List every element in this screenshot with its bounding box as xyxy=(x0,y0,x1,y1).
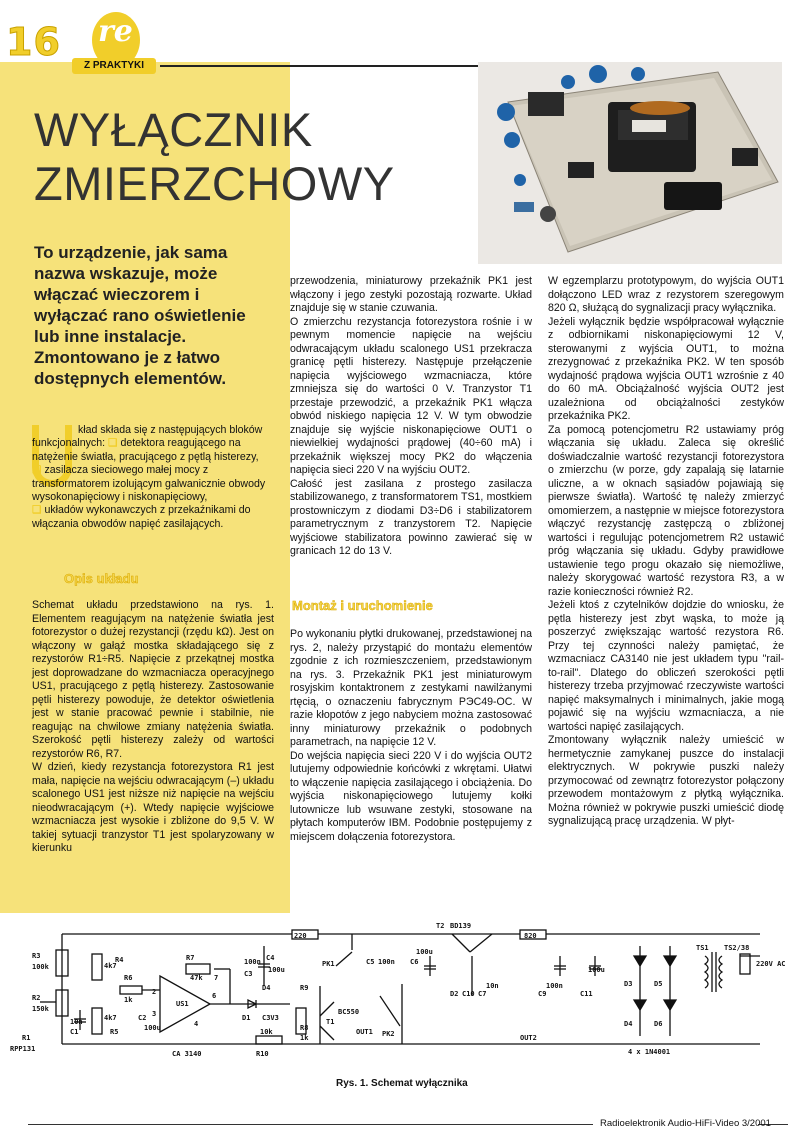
bullet-icon: ❑ xyxy=(107,437,118,450)
page-number: 16 xyxy=(6,20,61,64)
svg-text:C4: C4 xyxy=(266,954,275,962)
svg-text:1k: 1k xyxy=(300,1034,309,1042)
paragraph: Całość jest zasilana z prostego zasilacza stabilizowanego, z transformatorem TS1, mostkiem prostowniczym z diodami D3÷D6 i stabilizatorem parametrycznym z tranzystorem T2. Napięcie wyjściowe stabilizatora powinno zawierać się w granicach 12 do 13 V. xyxy=(290,477,532,557)
svg-text:D1: D1 xyxy=(242,1014,251,1022)
intro-bullet-2: zasilacza sieciowego małej mocy z transformatorem izolującym galwanicznie obwody wysokonapięciowy i niskonapięciowy, xyxy=(32,464,266,504)
magazine-logo: re xyxy=(98,14,133,49)
svg-text:BC550: BC550 xyxy=(338,1008,360,1016)
intro-paragraph xyxy=(32,424,280,531)
svg-text:US1: US1 xyxy=(176,1000,189,1008)
svg-text:10k: 10k xyxy=(260,1028,273,1036)
article-title xyxy=(34,103,395,211)
svg-text:100k: 100k xyxy=(32,963,49,971)
paragraph: O zmierzchu rezystancja fotorezystora rośnie i w pewnym momencie napięcie na wejściu odwracającym układu scalonego US1 przekracza granicę pętli histerezy. Następuje przełączenie napięcia wyjściowego wzmacniacza, które zmniejsza się do wartości 0 V. Tranzystor T1 przestaje przewodzić, a przekaźnik PK1 włącza obwód niskiego napięcia 12 V. W tym obwodzie znajduje się wyjście niskonapięciowe OUT1 o niewielkiej wydajności prądowej (40÷60 mA) i przekaźnik większej mocy PK2 do włączenia napięcia sieci 220 V na wyjściu OUT2. xyxy=(290,315,532,476)
paragraph: Schemat układu przedstawiono na rys. 1. Elementem reagującym na natężenie światła jest fotorezystor o dużej rezystancji (rzędu kΩ). Jest on włączony w gałąź mostka składającego się z rezystorów R1÷R5. Napięcie z przekątnej mostka jest doprowadzane do wzmacniacza operacyjnego US1, pracującego z pętlą histerezy. Zastosowanie pętli histerezy powoduje, że detektor oświetlenia jest w stanie pracować pewnie i stabilnie, nie reagując na chwilowe zmiany natężenia światła. Szerokość pętli histerezy zależy od wartości rezystorów R6, R7. xyxy=(32,599,274,760)
svg-text:7: 7 xyxy=(214,974,219,982)
device-photo xyxy=(478,62,782,264)
svg-text:R10: R10 xyxy=(256,1050,269,1058)
svg-text:100u: 100u xyxy=(588,966,605,974)
title-line-1: WYŁĄCZNIK xyxy=(34,103,313,156)
svg-text:100n: 100n xyxy=(378,958,395,966)
title-line-2: ZMIERZCHOWY xyxy=(34,157,395,210)
svg-text:4: 4 xyxy=(194,1020,199,1028)
svg-text:TS2/38: TS2/38 xyxy=(724,944,750,952)
svg-text:OUT1: OUT1 xyxy=(356,1028,373,1036)
paragraph: Jeżeli ktoś z czytelników dojdzie do wniosku, że pętla histerezy jest zbyt wąska, to może ją poszerzyć zwiększając wartość rezystora R6. Przy tej czynności należy pamiętać, że wzmacniacz CA3140 nie jest układem typu "rail-to-rail". Dlatego do obliczeń szerokości pętli histerezy trzeba przyjmować rzeczywiste wartości napięć maksymalnych i minimalnych, jakie mogą pojawić się na wyjściu wzmacniacza, a nie wartości napięć zasilających. xyxy=(548,599,784,733)
svg-text:2: 2 xyxy=(152,988,157,996)
svg-text:6: 6 xyxy=(212,992,217,1000)
svg-text:R7: R7 xyxy=(186,954,195,962)
column-1 xyxy=(32,599,274,856)
svg-text:C9: C9 xyxy=(538,990,547,998)
svg-text:100n: 100n xyxy=(546,982,563,990)
svg-text:C5: C5 xyxy=(366,958,375,966)
svg-text:R8: R8 xyxy=(300,1024,309,1032)
svg-text:D5: D5 xyxy=(654,980,663,988)
section-heading-opis: Opis układu xyxy=(64,571,139,586)
svg-text:R5: R5 xyxy=(110,1028,119,1036)
svg-text:R6: R6 xyxy=(124,974,133,982)
section-heading-montaz: Montaż i uruchomienie xyxy=(292,598,433,613)
svg-text:220V AC: 220V AC xyxy=(756,960,786,968)
column-2-bottom xyxy=(290,628,532,844)
svg-text:T2: T2 xyxy=(436,922,445,930)
svg-text:220: 220 xyxy=(294,932,307,940)
svg-text:R9: R9 xyxy=(300,984,309,992)
svg-text:C1: C1 xyxy=(70,1028,79,1036)
svg-text:100n: 100n xyxy=(244,958,261,966)
section-label: Z PRAKTYKI xyxy=(72,58,156,74)
svg-text:C11: C11 xyxy=(580,990,593,998)
svg-text:R4: R4 xyxy=(115,956,124,964)
svg-text:100u: 100u xyxy=(416,948,433,956)
pcb-photo-illustration xyxy=(478,62,782,264)
svg-text:1k: 1k xyxy=(124,996,133,1004)
svg-text:47k: 47k xyxy=(190,974,203,982)
paragraph: Zmontowany wyłącznik należy umieścić w hermetycznie zamykanej puszce do instalacji elektrycznych. W pokrywie puszki należy przymocować od zewnątrz fotorezystor połączony przewodem montażowym z płytką wyłącznika. Można również w pokrywie puszki umieścić diodę sygnalizującą pracę urządzenia. W płyt- xyxy=(548,734,784,827)
svg-text:3: 3 xyxy=(152,1010,157,1018)
svg-text:PK2: PK2 xyxy=(382,1030,395,1038)
paragraph: Jeżeli wyłącznik będzie współpracował wyłącznie z odbiornikami niskonapięciowymi 12 V, sterowanymi z wyjścia OUT1, to można zrezygnować z przekaźnika PK2. W ten sposób wydajność prądowa wyjścia OUT1 wzrośnie z 40 do 60 mA. Obciążalność wyjścia OUT2 jest uzależniona od obciążalności zestyków przekaźnika PK2. xyxy=(548,315,784,422)
svg-text:100u: 100u xyxy=(268,966,285,974)
paragraph: Za pomocą potencjometru R2 ustawiamy próg włączania się układu. Zaleca się określić doświadczalnie wartość rezystancji fotorezystora o zmierzchu (w porze, gdy zapalają się latarnie uliczne, a w oknach sąsiadów pojawiają się pierwsze światła). Wartość tę należy zmierzyć omomierzem, a następnie w miejsce fotorezystora włączyć rezystancję zastępczą o zbliżonej wartości i regulując potencjometrem R2 ustawić próg włączania się układu. Gdyby prawidłowe ustawienie tego progu okazało się niemożliwe, należy skorygować wartość rezystora R3, a w razie konieczności również R2. xyxy=(548,423,784,598)
svg-text:R2: R2 xyxy=(32,994,41,1002)
paragraph: Po wykonaniu płytki drukowanej, przedstawionej na rys. 2, należy przystąpić do montażu elementów zgodnie z ich rozmieszczeniem, przedstawionym na rys. 3. Przekaźnik PK1 jest miniaturowym rosyjskim kontaktronem z zestykami nawilżanymi rtęcią, o oznaczeniu fabrycznym PЭC49-OC. W razie kłopotów z jego nabyciem można zastosować inny miniaturowy przekaźnik o podobnych parametrach, na napięcie 12 V. xyxy=(290,628,532,748)
svg-text:C6: C6 xyxy=(410,958,419,966)
svg-text:10n: 10n xyxy=(70,1018,83,1026)
svg-text:PK1: PK1 xyxy=(322,960,335,968)
svg-text:D4: D4 xyxy=(624,1020,633,1028)
intro-text: kład składa się z następujących bloków funkcjonalnych: xyxy=(32,424,263,450)
svg-text:D2: D2 xyxy=(450,990,459,998)
svg-text:4 x 1N4001: 4 x 1N4001 xyxy=(628,1048,671,1056)
svg-text:150k: 150k xyxy=(32,1005,49,1013)
svg-text:10n: 10n xyxy=(486,982,499,990)
column-3 xyxy=(548,275,784,829)
column-2-top xyxy=(290,275,532,559)
footer-citation: Radioelektronik Audio-HiFi-Video 3/2001 xyxy=(600,1118,771,1129)
paragraph: W egzemplarzu prototypowym, do wyjścia OUT1 dołączono LED wraz z rezystorem szeregowym 820 Ω, służącą do sygnalizacji pracy wyłącznika. xyxy=(548,275,784,314)
svg-text:R3: R3 xyxy=(32,952,41,960)
bullet-icon: ❑ xyxy=(32,504,42,517)
svg-text:D3: D3 xyxy=(624,980,633,988)
paragraph: Do wejścia napięcia sieci 220 V i do wyjścia OUT2 lutujemy odpowiednie końcówki z wkrętami. Ułatwi to włączenie napięcia zasilającego i obciążenia. Do wyjścia niskonapięciowego lutujemy kołki lutownicze lub wsuwane zestyki, stosowane na płytach komputerów IBM. Podobnie postępujemy z miejscem dołączenia fotorezystora. xyxy=(290,749,532,843)
svg-text:C3V3: C3V3 xyxy=(262,1014,279,1022)
svg-text:4k7: 4k7 xyxy=(104,1014,117,1022)
svg-text:C10: C10 xyxy=(462,990,475,998)
svg-text:820: 820 xyxy=(524,932,537,940)
article-lead: To urządzenie, jak sama nazwa wskazuje, może włączać wieczorem i wyłączać rano oświetlenie lub inne instalacje. Zmontowano je z łatwo dostępnych elementów. xyxy=(34,243,246,388)
svg-text:100u: 100u xyxy=(144,1024,161,1032)
bullet-icon: ❑ xyxy=(32,464,42,477)
svg-text:R1: R1 xyxy=(22,1034,31,1042)
svg-text:C3: C3 xyxy=(244,970,253,978)
svg-text:RPP131: RPP131 xyxy=(10,1045,36,1053)
svg-text:T1: T1 xyxy=(326,1018,335,1026)
circuit-schematic xyxy=(0,916,801,1076)
svg-text:4k7: 4k7 xyxy=(104,962,117,970)
paragraph: W dzień, kiedy rezystancja fotorezystora R1 jest mała, napięcie na wejściu odwracającym (–) układu scalonego US1 jest niższe niż napięcie na wejściu nieodwracającym (+). Wtedy napięcie wyjściowe wzmacniacza jest wysokie i zbliżone do 9,5 V. W takiej sytuacji tranzystor T1 jest spolaryzowany w kierunku xyxy=(32,761,274,854)
svg-text:C2: C2 xyxy=(138,1014,147,1022)
svg-text:D4: D4 xyxy=(262,984,271,992)
svg-text:TS1: TS1 xyxy=(696,944,709,952)
paragraph: przewodzenia, miniaturowy przekaźnik PK1 jest włączony i jego zestyki pozostają rozwarte. Układ znajduje się w stanie czuwania. xyxy=(290,275,532,314)
svg-text:C7: C7 xyxy=(478,990,487,998)
svg-text:BD139: BD139 xyxy=(450,922,472,930)
intro-bullet-3: układów wykonawczych z przekaźnikami do włączania obwodów napięć zasilających. xyxy=(32,504,251,530)
footer-rule xyxy=(28,1124,593,1125)
svg-text:D6: D6 xyxy=(654,1020,663,1028)
figure-caption: Rys. 1. Schemat wyłącznika xyxy=(336,1078,468,1089)
svg-text:OUT2: OUT2 xyxy=(520,1034,537,1042)
intro-bullet-1: detektora reagującego na natężenie światła, pracującego z pętlą histerezy, xyxy=(32,437,259,463)
svg-text:CA 3140: CA 3140 xyxy=(172,1050,202,1058)
